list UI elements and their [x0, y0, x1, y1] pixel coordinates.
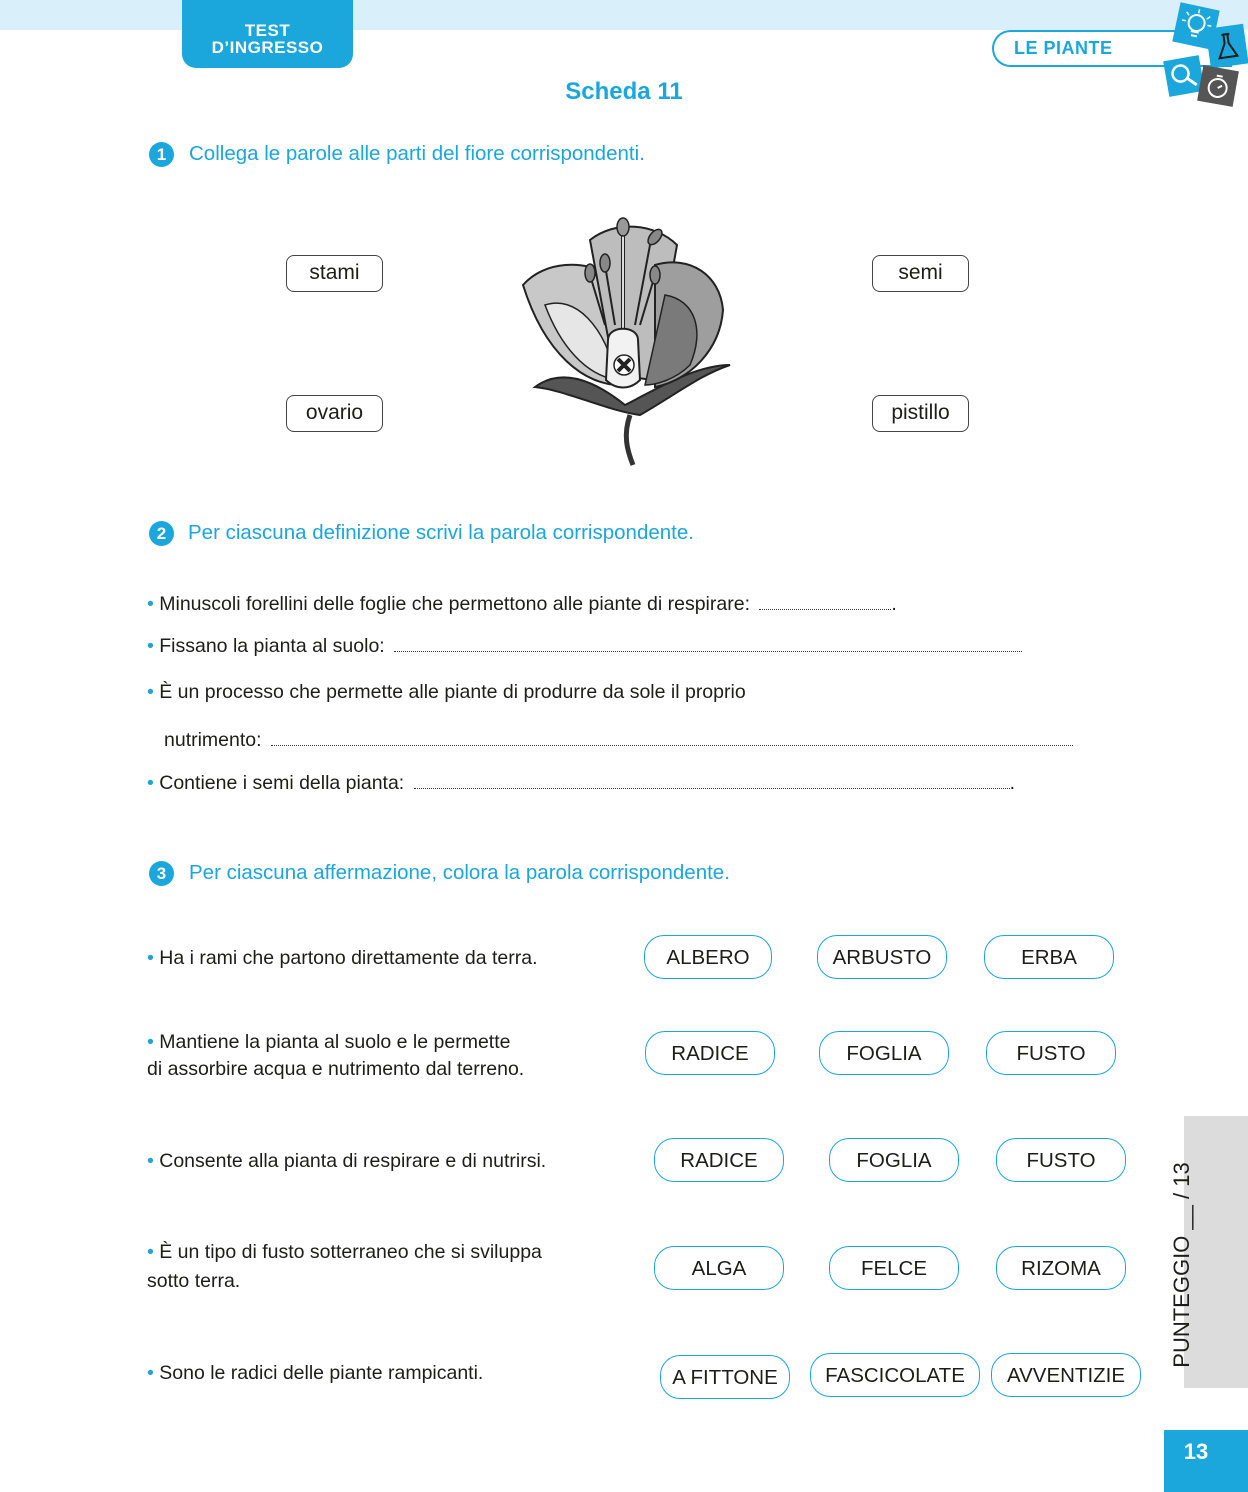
exercise-1-number: 1 [149, 142, 174, 167]
choice-alga[interactable]: ALGA [654, 1246, 784, 1290]
definition-3-text-cont: nutrimento: [164, 729, 262, 751]
choice-fusto-1[interactable]: FUSTO [986, 1031, 1116, 1075]
statement-5 [147, 1362, 483, 1385]
definition-4 [147, 772, 1015, 795]
score-label: PUNTEGGIO __ / 13 [1169, 1162, 1194, 1368]
exercise-3-instruction: Per ciascuna affermazione, colora la parola corrispondente. [189, 861, 730, 884]
word-pistillo[interactable]: pistillo [872, 395, 969, 432]
statement-4 [147, 1241, 542, 1264]
statement-4-text-cont: sotto terra. [147, 1270, 241, 1292]
definition-1-end: . [891, 593, 897, 615]
flower-illustration [505, 215, 755, 470]
definition-4-text: Contiene i semi della pianta: [159, 772, 405, 794]
answer-line-1[interactable] [759, 608, 891, 610]
bullet: • [147, 772, 154, 794]
statement-5-text: Sono le radici delle piante rampicanti. [159, 1362, 484, 1384]
choice-foglia-2[interactable]: FOGLIA [829, 1138, 959, 1182]
choice-fusto-2[interactable]: FUSTO [996, 1138, 1126, 1182]
exercise-2-number: 2 [149, 521, 174, 546]
choice-arbusto[interactable]: ARBUSTO [817, 935, 947, 979]
word-semi[interactable]: semi [872, 255, 969, 292]
page-number: 13 [1164, 1430, 1248, 1492]
word-stami[interactable]: stami [286, 255, 383, 292]
choice-felce[interactable]: FELCE [829, 1246, 959, 1290]
bullet: • [147, 1362, 154, 1384]
statement-2-cont [147, 1058, 524, 1081]
bullet: • [147, 947, 154, 969]
statement-4-text: È un tipo di fusto sotterraneo che si sviluppa [159, 1241, 542, 1263]
bullet: • [147, 635, 154, 657]
word-ovario[interactable]: ovario [286, 395, 383, 432]
choice-a-fittone[interactable]: A FITTONE [660, 1355, 790, 1399]
bullet: • [147, 1241, 154, 1263]
definition-4-end: . [1009, 772, 1016, 794]
definition-3-text: È un processo che permette alle piante di produrre da sole il proprio [159, 681, 746, 703]
statement-2 [147, 1031, 510, 1054]
definition-2-text: Fissano la pianta al suolo: [159, 635, 385, 657]
choice-erba[interactable]: ERBA [984, 935, 1114, 979]
bullet: • [147, 681, 154, 703]
choice-radice-2[interactable]: RADICE [654, 1138, 784, 1182]
answer-line-2[interactable] [394, 650, 1022, 652]
test-tab-line1: TEST [244, 21, 291, 40]
choice-albero[interactable]: ALBERO [644, 935, 772, 979]
definition-3-cont [164, 729, 1073, 752]
answer-line-3[interactable] [271, 744, 1073, 746]
bullet: • [147, 593, 154, 615]
statement-3-text: Consente alla pianta di respirare e di nutrirsi. [159, 1150, 547, 1172]
choice-rizoma[interactable]: RIZOMA [996, 1246, 1126, 1290]
statement-1-text: Ha i rami che partono direttamente da terra. [159, 947, 538, 969]
choice-radice-1[interactable]: RADICE [645, 1031, 775, 1075]
exercise-3-number: 3 [149, 861, 174, 886]
answer-line-4[interactable] [414, 787, 1010, 789]
sheet-title: Scheda 11 [565, 78, 683, 105]
statement-1 [147, 947, 538, 970]
bullet: • [147, 1150, 154, 1172]
statement-2-text-cont: di assorbire acqua e nutrimento dal terreno. [147, 1058, 525, 1080]
test-tab [182, 0, 353, 68]
statement-2-text: Mantiene la pianta al suolo e le permette [159, 1031, 511, 1053]
flask-icon [1205, 24, 1248, 69]
test-tab-line2: D’INGRESSO [211, 38, 324, 57]
definition-1 [147, 593, 897, 616]
choice-fascicolate[interactable]: FASCICOLATE [810, 1353, 980, 1397]
statement-3 [147, 1150, 546, 1173]
definition-2 [147, 635, 1022, 658]
definition-3 [147, 681, 746, 704]
bullet: • [147, 1031, 154, 1053]
exercise-2-instruction: Per ciascuna definizione scrivi la parola corrispondente. [188, 521, 694, 544]
choice-foglia-1[interactable]: FOGLIA [819, 1031, 949, 1075]
choice-avventizie[interactable]: AVVENTIZIE [991, 1353, 1141, 1397]
topic-label: LE PIANTE [1014, 38, 1113, 58]
exercise-1-instruction: Collega le parole alle parti del fiore corrispondenti. [189, 142, 645, 165]
statement-4-cont [147, 1270, 240, 1293]
definition-1-text: Minuscoli forellini delle foglie che permettono alle piante di respirare: [159, 593, 750, 615]
